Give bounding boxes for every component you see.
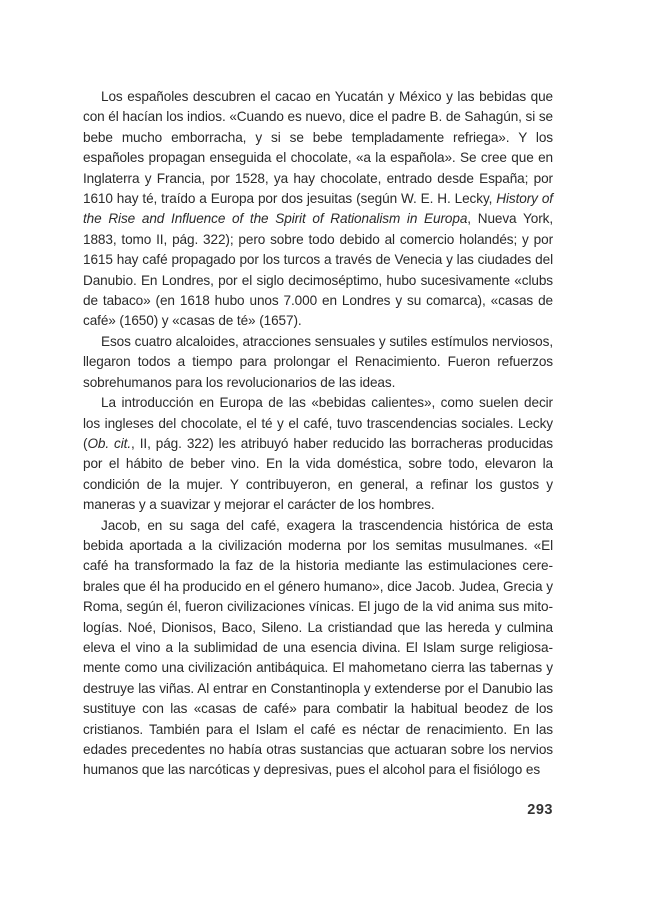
text-segment: Los españoles descubren el cacao en Yucatán y México y las bebidas que con él hacían los indios. «Cuando es nuevo, dice el padre B. de Sahagún, si se bebe mucho emborracha, y si se bebe templadamente refriega». Y los españoles propagan enseguida el chocolate, «a la española». Se cree que en Inglaterra y Francia, por 1528, ya hay chocolate, entrado desde España; por 1610 hay té, traído a Europa por dos jesuitas (según W. E. H. Lecky, [83, 89, 553, 207]
text-segment: Esos cuatro alcaloides, atracciones sensuales y sutiles estímulos nerviosos, llegaron todos a tiempo para prolongar el Renacimiento. Fueron refuerzos sobrehumanos para los revolucionarios de las ideas. [83, 333, 553, 390]
text-segment: , II, pág. 322) les atribuyó haber reducido las borracheras producidas por el hábito de beber vino. En la vida doméstica, sobre todo, elevaron la condición de la mujer. Y contribuyeron, en general, a refinar los gustos y maneras y a suavizar y mejorar el carácter de los hombres. [83, 435, 553, 513]
page-number: 293 [527, 802, 553, 818]
italic-text-segment: History of the Rise and Influence of the Spirit of Rationalism in Europa [83, 191, 553, 227]
paragraph [83, 516, 553, 781]
text-segment: , Nueva York, 1883, tomo II, pág. 322); pero sobre todo debido al comercio holandés; y por 1615 hay café propagado por los turcos a través de Venecia y las ciudades del Danubio. En Londres, por el siglo decimoséptimo, hubo sucesivamente «clubs de tabaco» (en 1618 hubo unos 7.000 en Londres y su comarca), «casas de café» (1650) y «casas de té» (1657). [83, 211, 553, 329]
paragraph [83, 87, 553, 332]
body-text [83, 87, 553, 781]
text-segment: Jacob, en su saga del café, exagera la trascendencia histórica de esta bebida aportada a la civilización moderna por los semitas musulmanes. «El café ha transformado la faz de la historia mediante las estimulaciones cerebrales que él ha producido en el género humano», dice Jacob. Judea, Grecia y Roma, según él, fueron civilizaciones vínicas. El jugo de la vid anima sus mitologías. Noé, Dionisos, Baco, Sileno. La cristiandad que las hereda y culmina eleva el vino a la sublimidad de una esencia divina. El Islam surge religiosamente como una civilización antibáquica. El mahometano cierra las tabernas y destruye las viñas. Al entrar en Constantinopla y extenderse por el Danubio las sustituye con las «casas de café» para combatir la habitual beodez de los cristianos. También para el Islam el café es néctar de renacimiento. En las edades precedentes no había otras sustancias que actuaran sobre los nervios humanos que las narcóticas y depresivas, pues el alcohol para el fisiólogo es [83, 517, 553, 778]
paragraph [83, 332, 553, 393]
paragraph [83, 393, 553, 515]
text-segment: La introducción en Europa de las «bebidas calientes», como suelen decir los ingleses del chocolate, el té y el café, tuvo trascendencias sociales. Lecky ( [83, 395, 553, 451]
italic-text-segment: Ob. cit. [87, 435, 132, 451]
